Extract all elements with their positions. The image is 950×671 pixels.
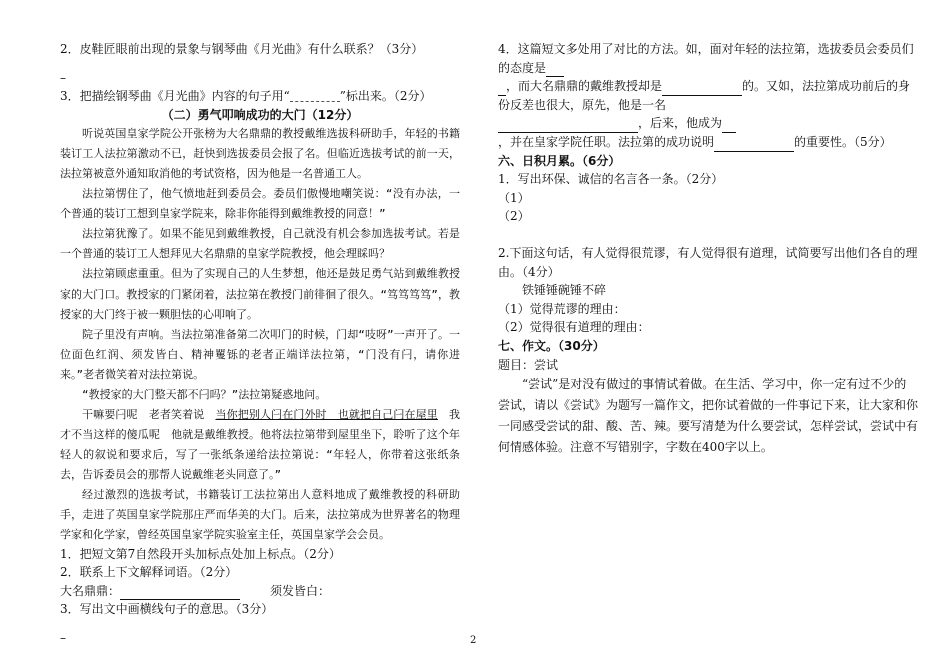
essay-topic: 题目：尝试 [498, 357, 559, 372]
term-explanation-row: 大名鼎鼎： 须发皆白： [60, 582, 460, 601]
answer-slot-1: （1） [498, 190, 530, 205]
right-column [498, 40, 918, 458]
s6-question-1: 1．写出环保、诚信的名言各一条。（2分） [498, 172, 724, 187]
underlined-sentence: 当你把别人闩在门外时 也就把自己闩在屋里 [215, 407, 438, 421]
answer-dash: – [60, 631, 66, 646]
section-6-title: 六、日积月累。（6分） [498, 153, 621, 168]
passage-paragraph: 干嘛要闩呢 老者笑着说 当你把别人闩在门外时 也就把自己闩在屋里 我才不当这样的傻瓜呢 他就是戴维教授。他将法拉第带到屋里坐下，聆听了这个年轻人的叙说和要求后，写了一张纸条递给法拉第说：“年轻人，你带着这张纸条去，告诉委员会的那帮人说戴维老头同意了。” [60, 407, 461, 481]
passage-paragraph: “教授家的大门整天都不闩吗？”法拉第疑惑地问。 [82, 387, 327, 401]
answer-blank[interactable] [546, 63, 564, 77]
answer-blank[interactable] [714, 138, 794, 152]
section-title: （二）勇气叩响成功的大门（12分） [161, 107, 359, 122]
answer-blank[interactable] [662, 82, 742, 96]
left-column [60, 40, 460, 648]
quoted-sentence: 铁锤锤碗锤不碎 [522, 283, 607, 298]
sub-question-3: 3．写出文中画横线句子的意思。（3分） [60, 602, 274, 617]
passage-paragraph: 法拉第顾虑重重。但为了实现自己的人生梦想，他还是鼓足勇气站到戴维教授家的大门口。教授家的门紧闭着，法拉第在教授门前徘徊了很久。“笃笃笃笃”，教授家的大门终于被一颗胆怯的心叩响了。 [60, 267, 460, 321]
question-3: 3．把描绘钢琴曲《月光曲》内容的句子用“ ”标出来。（2分） [60, 89, 432, 104]
answer-blank[interactable] [498, 82, 506, 96]
passage [60, 124, 460, 544]
section-7-title: 七、作文。（30分） [498, 338, 605, 353]
sub-question-1: 1．把短文第7自然段开头加标点处加上标点。（2分） [60, 546, 341, 561]
s6-question-2: 2.下面这句话，有人觉得很荒谬，有人觉得很有道理，试简要写出他们各自的理由。（4分） [498, 245, 918, 279]
answer-blank[interactable] [722, 119, 736, 133]
reason-absurd: （1）觉得荒谬的理由： [498, 301, 626, 316]
answer-blank[interactable] [120, 586, 240, 600]
wavy-line-mark [290, 91, 340, 102]
sub-question-2: 2．联系上下文解释词语。（2分） [60, 565, 238, 580]
passage-paragraph: 法拉第愣住了，他气愤地赶到委员会。委员们傲慢地嘲笑说：“没有办法，一个普通的装订工想到皇家学院来，除非你能得到戴维教授的同意！” [60, 187, 460, 221]
passage-paragraph: 经过激烈的选拔考试，书籍装订工法拉第出人意料地成了戴维教授的科研助手，走进了英国皇家学院那庄严而华美的大门。后来，法拉第成为世界著名的物理学家和化学家，曾经英国皇家学院实验室主任，英国皇家学会会员。 [60, 487, 460, 541]
passage-paragraph: 法拉第犹豫了。如果不能见到戴维教授，自己就没有机会参加选拔考试。若是一个普通的装订工人想拜见大名鼎鼎的皇家学院教授，他会理睬吗？ [60, 227, 460, 261]
passage-paragraph: 院子里没有声响。当法拉第准备第二次叩门的时候，门却“吱呀”一声开了。一位面色红润、须发皆白、精神矍铄的老者正端详法拉第，“门没有闩，请你进来。”老者微笑着对法拉第说。 [60, 327, 460, 381]
answer-dash: – [60, 70, 66, 85]
passage-paragraph: 听说英国皇家学院公开张榜为大名鼎鼎的教授戴维选拔科研助手，年轻的书籍装订工人法拉第激动不已，赶快到选拔委员会报了名。但临近选拔考试的前一天，法拉第被意外通知取消他的考试资格，因为他是一名普通工人。 [60, 127, 460, 181]
answer-slot-2: （2） [498, 209, 530, 224]
question-2: 2．皮鞋匠眼前出现的景象与钢琴曲《月光曲》有什么联系？（3分） [60, 42, 424, 56]
reason-reasonable: （2）觉得很有道理的理由： [498, 320, 650, 335]
question-4: 4．这篇短文多处用了对比的方法。如，面对年轻的法拉第，选拔委员会委员们的态度是 ，而大名鼎鼎的戴维教授却是 的。又如，法拉第成功前后的身份反差也很大，原先，他是一名 ，后来，他成为 ，并在皇家学院任职。法拉第的成功说明 的重要性。（5分） [498, 40, 918, 152]
page-number: 2 [470, 635, 477, 646]
essay-instructions: “尝试”是对没有做过的事情试着做。在生活、学习中，你一定有过不少的尝试，请以《尝试》为题写一篇作文，把你试着做的一件事记下来，让大家和你一同感受尝试的甜、酸、苦、辣。要写清楚为什么要尝试，怎样尝试，尝试中有何情感体验。注意不写错别字，字数在400字以上。 [498, 377, 919, 455]
answer-blank[interactable] [498, 119, 638, 133]
